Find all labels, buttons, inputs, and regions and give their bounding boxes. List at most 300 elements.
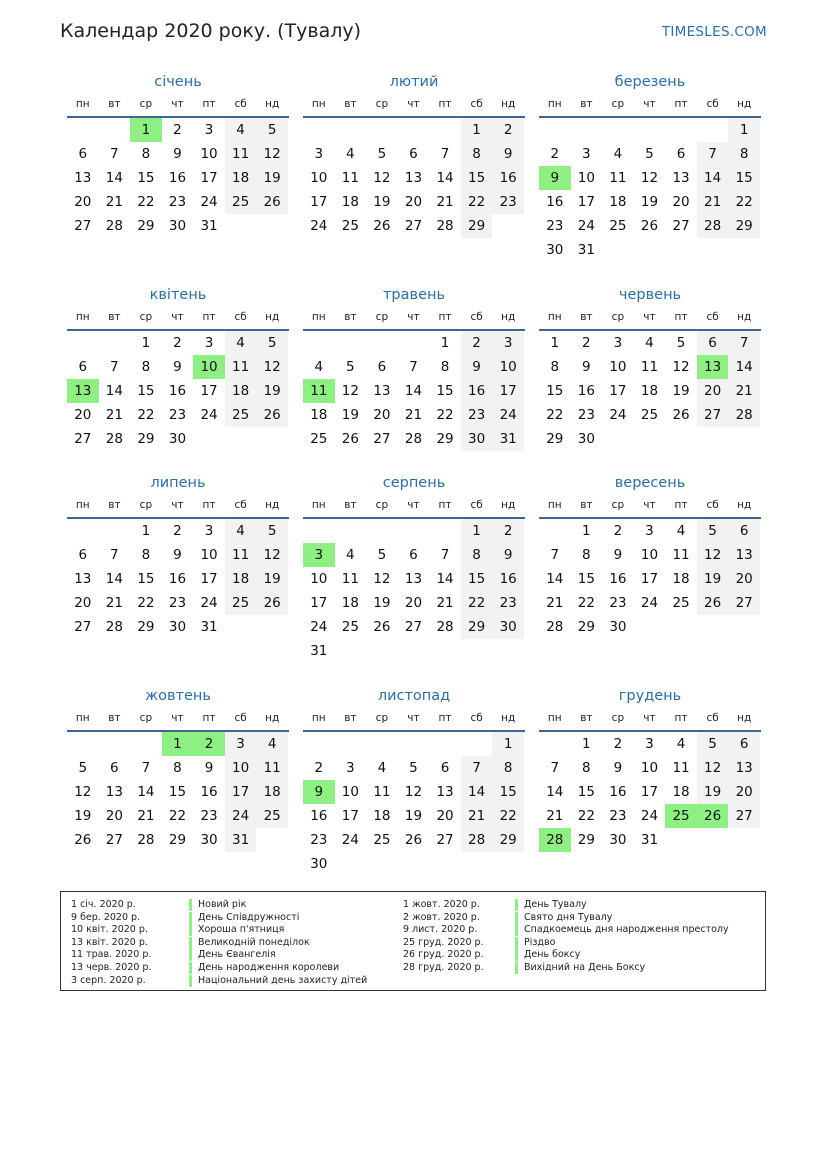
- weekday-header: [303, 495, 525, 519]
- weekday-label: пт: [438, 499, 452, 511]
- day-cell: 4: [676, 736, 686, 752]
- weekday-label: пн: [311, 98, 326, 110]
- day-cell: 7: [440, 547, 450, 563]
- day-cell: 28: [546, 619, 564, 635]
- day-cell: 10: [640, 547, 659, 563]
- weekday-header: [539, 495, 761, 519]
- day-cell: 10: [609, 359, 627, 375]
- day-cell: 7: [550, 547, 560, 563]
- day-cell: 9: [582, 359, 591, 375]
- day-cell: 17: [200, 571, 218, 587]
- day-cell: 9: [613, 760, 623, 776]
- day-cell: 5: [256, 118, 288, 142]
- weekday-label: вт: [108, 311, 121, 323]
- legend-holiday-name: День Євангелія: [189, 949, 367, 962]
- day-cell: 26: [74, 832, 92, 848]
- day-cell: 12: [256, 142, 288, 166]
- week-row: [303, 355, 525, 379]
- day-cell: 12: [404, 784, 423, 800]
- weekday-label: сб: [470, 98, 483, 110]
- week-row: [539, 166, 761, 190]
- weekday-label: вт: [580, 499, 593, 511]
- day-cell: 2: [550, 146, 560, 162]
- weekday-label: нд: [737, 499, 752, 511]
- day-cell: 22: [137, 407, 155, 423]
- day-cell: 5: [697, 519, 729, 543]
- day-cell: 21: [105, 194, 123, 210]
- day-cell: 27: [728, 591, 760, 615]
- day-cell: 10: [341, 784, 359, 800]
- day-cell: 11: [256, 756, 288, 780]
- day-cell: 13: [728, 543, 760, 567]
- weekday-label: ср: [611, 98, 625, 110]
- day-cell: 17: [640, 571, 659, 587]
- day-cell: 4: [645, 335, 654, 351]
- day-cell: 8: [141, 547, 151, 563]
- empty-cell: [429, 732, 461, 756]
- day-cell: 11: [373, 784, 391, 800]
- day-cell: 24: [310, 218, 328, 234]
- day-cell: 23: [310, 832, 328, 848]
- day-cell: 2: [492, 118, 524, 142]
- day-cell: 21: [404, 407, 423, 423]
- day-cell: 29: [492, 828, 524, 852]
- day-cell: 2: [492, 519, 524, 543]
- week-row: [539, 403, 761, 427]
- day-cell: 22: [492, 804, 524, 828]
- weekday-label: ср: [375, 311, 389, 323]
- day-cell: 22: [577, 808, 595, 824]
- day-cell: 31: [310, 643, 328, 659]
- day-cell: 18: [609, 194, 627, 210]
- weekday-label: вт: [344, 311, 357, 323]
- day-cell: 2: [173, 335, 182, 351]
- day-cell: 27: [728, 804, 760, 828]
- day-cell: 20: [74, 595, 92, 611]
- weekday-label: чт: [171, 499, 184, 511]
- weekday-label: сб: [470, 712, 483, 724]
- day-cell: 13: [74, 170, 92, 186]
- weekday-label: сб: [706, 712, 719, 724]
- weekday-label: ср: [611, 499, 625, 511]
- weekday-header: [67, 495, 289, 519]
- day-cell: 16: [461, 379, 493, 403]
- weekday-label: вт: [108, 98, 121, 110]
- day-cell: 22: [436, 407, 454, 423]
- week-row: [67, 214, 289, 238]
- week-row: [67, 732, 289, 756]
- day-cell: 4: [676, 523, 686, 539]
- week-row: [67, 331, 289, 355]
- day-cell: 14: [461, 780, 493, 804]
- day-cell: 7: [697, 142, 729, 166]
- week-row: [303, 804, 525, 828]
- day-cell: 15: [137, 383, 155, 399]
- day-cell: 22: [577, 595, 595, 611]
- day-cell: 17: [200, 170, 218, 186]
- day-cell: 23: [168, 595, 187, 611]
- day-cell: 11: [672, 760, 690, 776]
- day-cell: 16: [609, 571, 627, 587]
- day-cell: 30: [492, 615, 524, 639]
- day-cell: 8: [492, 756, 524, 780]
- day-cell: 18: [310, 407, 328, 423]
- day-cell: 3: [346, 760, 355, 776]
- week-row: [303, 166, 525, 190]
- weekday-label: нд: [501, 712, 516, 724]
- day-cell: 15: [137, 571, 155, 587]
- weekday-label: нд: [265, 98, 280, 110]
- week-row: [303, 615, 525, 639]
- day-cell: 19: [697, 567, 729, 591]
- day-cell: 11: [225, 355, 257, 379]
- day-cell: 1: [582, 523, 591, 539]
- legend-date: 28 груд. 2020 р.: [403, 961, 484, 973]
- week-row: [303, 427, 525, 451]
- week-row: [539, 591, 761, 615]
- day-cell: 21: [697, 190, 729, 214]
- day-cell: 25: [225, 190, 257, 214]
- weekday-label: сб: [234, 712, 247, 724]
- day-cell: 22: [461, 591, 493, 615]
- week-row: [67, 355, 289, 379]
- day-cell: 10: [492, 355, 524, 379]
- empty-cell: [335, 519, 367, 543]
- week-row: [539, 780, 761, 804]
- page-title: Календар 2020 року. (Тувалу): [60, 20, 362, 42]
- day-cell: 3: [204, 335, 214, 351]
- day-cell: 2: [173, 122, 182, 138]
- day-cell: 17: [609, 383, 627, 399]
- day-cell: 7: [728, 331, 760, 355]
- week-row: [67, 756, 289, 780]
- day-cell: 25: [609, 218, 627, 234]
- day-cell: 14: [137, 784, 155, 800]
- weekday-label: нд: [501, 499, 516, 511]
- day-cell: 9: [303, 780, 335, 804]
- day-cell: 4: [314, 359, 324, 375]
- day-cell: 13: [67, 379, 99, 403]
- day-cell: 6: [728, 519, 760, 543]
- day-cell: 9: [173, 146, 182, 162]
- weekday-label: вт: [344, 499, 357, 511]
- day-cell: 4: [346, 146, 355, 162]
- day-cell: 22: [461, 190, 493, 214]
- weekday-label: ср: [375, 712, 389, 724]
- day-cell: 1: [141, 523, 151, 539]
- weekday-label: нд: [501, 311, 516, 323]
- day-cell: 13: [728, 756, 760, 780]
- day-cell: 27: [697, 403, 729, 427]
- day-cell: 9: [461, 355, 493, 379]
- day-cell: 13: [697, 355, 729, 379]
- week-row: [303, 780, 525, 804]
- day-cell: 18: [225, 379, 257, 403]
- empty-cell: [366, 732, 398, 756]
- day-cell: 27: [672, 218, 690, 234]
- day-cell: 5: [377, 146, 387, 162]
- day-cell: 18: [256, 780, 288, 804]
- day-cell: 22: [546, 407, 564, 423]
- day-cell: 4: [346, 547, 355, 563]
- weekday-label: вт: [108, 499, 121, 511]
- weekday-label: пн: [311, 712, 326, 724]
- day-cell: 5: [78, 760, 88, 776]
- weekday-header: [539, 307, 761, 331]
- day-cell: 29: [137, 218, 155, 234]
- day-cell: 25: [672, 595, 690, 611]
- day-cell: 15: [577, 784, 595, 800]
- day-cell: 2: [613, 523, 623, 539]
- legend-holiday-name: Свято дня Тувалу: [515, 912, 729, 925]
- week-row: [67, 519, 289, 543]
- day-cell: 2: [582, 335, 591, 351]
- day-cell: 15: [728, 166, 760, 190]
- day-cell: 14: [546, 571, 564, 587]
- day-cell: 18: [672, 784, 690, 800]
- weekday-header: [303, 307, 525, 331]
- day-cell: 31: [200, 619, 218, 635]
- day-cell: 28: [404, 431, 423, 447]
- day-cell: 28: [105, 431, 123, 447]
- day-cell: 23: [461, 403, 493, 427]
- week-row: [303, 567, 525, 591]
- week-row: [303, 519, 525, 543]
- day-cell: 23: [492, 190, 524, 214]
- day-cell: 23: [492, 591, 524, 615]
- day-cell: 19: [697, 780, 729, 804]
- empty-cell: [303, 331, 335, 355]
- day-cell: 8: [141, 359, 151, 375]
- day-cell: 30: [310, 856, 328, 872]
- legend-holiday-name: Національний день захисту дітей: [189, 975, 367, 988]
- day-cell: 18: [373, 808, 391, 824]
- day-cell: 18: [225, 166, 257, 190]
- week-row: [67, 780, 289, 804]
- legend-date: 26 груд. 2020 р.: [403, 949, 484, 961]
- day-cell: 28: [436, 218, 454, 234]
- week-row: [303, 331, 525, 355]
- weekday-label: пт: [674, 98, 688, 110]
- day-cell: 10: [577, 170, 595, 186]
- day-cell: 17: [341, 808, 359, 824]
- day-cell: 21: [436, 595, 454, 611]
- day-cell: 14: [105, 383, 123, 399]
- day-cell: 4: [613, 146, 623, 162]
- day-cell: 3: [645, 736, 654, 752]
- day-cell: 10: [225, 756, 257, 780]
- weekday-label: чт: [643, 311, 656, 323]
- day-cell: 8: [550, 359, 560, 375]
- week-row: [67, 118, 289, 142]
- week-row: [539, 615, 761, 639]
- legend-dates-col-1: [71, 899, 151, 987]
- day-cell: 25: [640, 407, 659, 423]
- day-cell: 12: [341, 383, 359, 399]
- month-12: [539, 684, 761, 852]
- day-cell: 22: [137, 595, 155, 611]
- day-cell: 14: [728, 355, 760, 379]
- day-cell: 20: [697, 379, 729, 403]
- empty-cell: [398, 118, 430, 142]
- weekday-label: нд: [265, 499, 280, 511]
- day-cell: 23: [200, 808, 218, 824]
- legend-date: 1 жовт. 2020 р.: [403, 899, 480, 910]
- day-cell: 29: [168, 832, 187, 848]
- legend-date: 2 жовт. 2020 р.: [403, 911, 480, 923]
- day-cell: 11: [341, 170, 359, 186]
- weekday-label: пн: [311, 311, 326, 323]
- day-cell: 26: [404, 832, 423, 848]
- empty-cell: [303, 118, 335, 142]
- empty-cell: [303, 732, 335, 756]
- day-cell: 16: [546, 194, 564, 210]
- day-cell: 24: [200, 194, 218, 210]
- brand-link[interactable]: TIMESLES.COM: [661, 24, 767, 40]
- day-cell: 20: [728, 780, 760, 804]
- day-cell: 11: [640, 359, 659, 375]
- empty-cell: [398, 519, 430, 543]
- weekday-label: нд: [737, 712, 752, 724]
- day-cell: 16: [609, 784, 627, 800]
- empty-cell: [602, 118, 634, 142]
- day-cell: 30: [168, 619, 187, 635]
- weekday-label: пт: [438, 712, 452, 724]
- week-row: [67, 379, 289, 403]
- day-cell: 21: [546, 808, 564, 824]
- day-cell: 16: [577, 383, 595, 399]
- day-cell: 12: [373, 170, 391, 186]
- weekday-header: [303, 708, 525, 732]
- day-cell: 16: [200, 784, 218, 800]
- day-cell: 8: [141, 146, 151, 162]
- day-cell: 19: [404, 808, 423, 824]
- day-cell: 7: [110, 547, 119, 563]
- holiday-legend: [60, 891, 766, 991]
- day-cell: 20: [728, 567, 760, 591]
- day-cell: 20: [672, 194, 690, 210]
- weekday-label: пт: [438, 311, 452, 323]
- empty-cell: [335, 331, 367, 355]
- week-row: [303, 190, 525, 214]
- day-cell: 14: [404, 383, 423, 399]
- day-cell: 15: [461, 166, 493, 190]
- weekday-label: пн: [75, 712, 90, 724]
- day-cell: 24: [640, 595, 659, 611]
- week-row: [303, 118, 525, 142]
- week-row: [303, 543, 525, 567]
- day-cell: 29: [436, 431, 454, 447]
- week-row: [539, 214, 761, 238]
- day-cell: 12: [697, 543, 729, 567]
- day-cell: 20: [373, 407, 391, 423]
- weekday-label: сб: [706, 499, 719, 511]
- day-cell: 2: [173, 523, 182, 539]
- day-cell: 19: [256, 567, 288, 591]
- weekday-label: чт: [643, 499, 656, 511]
- weekday-label: пт: [202, 499, 216, 511]
- day-cell: 9: [173, 547, 182, 563]
- weekday-label: нд: [265, 712, 280, 724]
- day-cell: 23: [168, 194, 187, 210]
- day-cell: 21: [105, 407, 123, 423]
- day-cell: 19: [672, 383, 690, 399]
- month-name: грудень: [618, 688, 682, 704]
- week-row: [67, 403, 289, 427]
- weekday-label: ср: [611, 311, 625, 323]
- day-cell: 7: [141, 760, 151, 776]
- day-cell: 5: [645, 146, 654, 162]
- weekday-label: сб: [470, 311, 483, 323]
- day-cell: 7: [440, 146, 450, 162]
- day-cell: 15: [137, 170, 155, 186]
- day-cell: 4: [225, 118, 257, 142]
- empty-cell: [398, 732, 430, 756]
- week-row: [539, 331, 761, 355]
- month-9: [539, 471, 761, 639]
- empty-cell: [130, 732, 162, 756]
- day-cell: 20: [404, 595, 423, 611]
- week-row: [303, 214, 525, 238]
- week-row: [539, 238, 761, 262]
- weekday-header: [303, 94, 525, 118]
- week-row: [303, 732, 525, 756]
- day-cell: 13: [404, 170, 423, 186]
- month-name: квітень: [149, 287, 207, 303]
- weekday-header: [67, 94, 289, 118]
- day-cell: 23: [546, 218, 564, 234]
- day-cell: 29: [137, 431, 155, 447]
- legend-date: 3 серп. 2020 р.: [71, 974, 146, 986]
- day-cell: 21: [105, 595, 123, 611]
- weekday-label: чт: [171, 712, 184, 724]
- day-cell: 6: [697, 331, 729, 355]
- day-cell: 27: [373, 431, 391, 447]
- weekday-label: пт: [202, 98, 216, 110]
- day-cell: 5: [409, 760, 418, 776]
- day-cell: 1: [141, 335, 151, 351]
- day-cell: 29: [137, 619, 155, 635]
- week-row: [539, 756, 761, 780]
- day-cell: 17: [640, 784, 659, 800]
- day-cell: 25: [225, 591, 257, 615]
- day-cell: 1: [440, 335, 450, 351]
- weekday-label: пн: [75, 499, 90, 511]
- day-cell: 5: [256, 331, 288, 355]
- day-cell: 5: [697, 732, 729, 756]
- day-cell: 9: [539, 166, 571, 190]
- day-cell: 28: [137, 832, 155, 848]
- day-cell: 18: [341, 194, 359, 210]
- day-cell: 26: [256, 591, 288, 615]
- day-cell: 17: [200, 383, 218, 399]
- day-cell: 1: [461, 118, 493, 142]
- month-name: жовтень: [145, 688, 211, 704]
- day-cell: 26: [697, 804, 729, 828]
- weekday-label: ср: [611, 712, 625, 724]
- weekday-label: чт: [407, 311, 420, 323]
- week-row: [67, 804, 289, 828]
- empty-cell: [398, 331, 430, 355]
- day-cell: 12: [256, 543, 288, 567]
- day-cell: 13: [404, 571, 423, 587]
- week-row: [303, 852, 525, 876]
- day-cell: 6: [110, 760, 119, 776]
- weekday-label: ср: [139, 499, 153, 511]
- day-cell: 24: [640, 808, 659, 824]
- empty-cell: [665, 118, 697, 142]
- week-row: [67, 567, 289, 591]
